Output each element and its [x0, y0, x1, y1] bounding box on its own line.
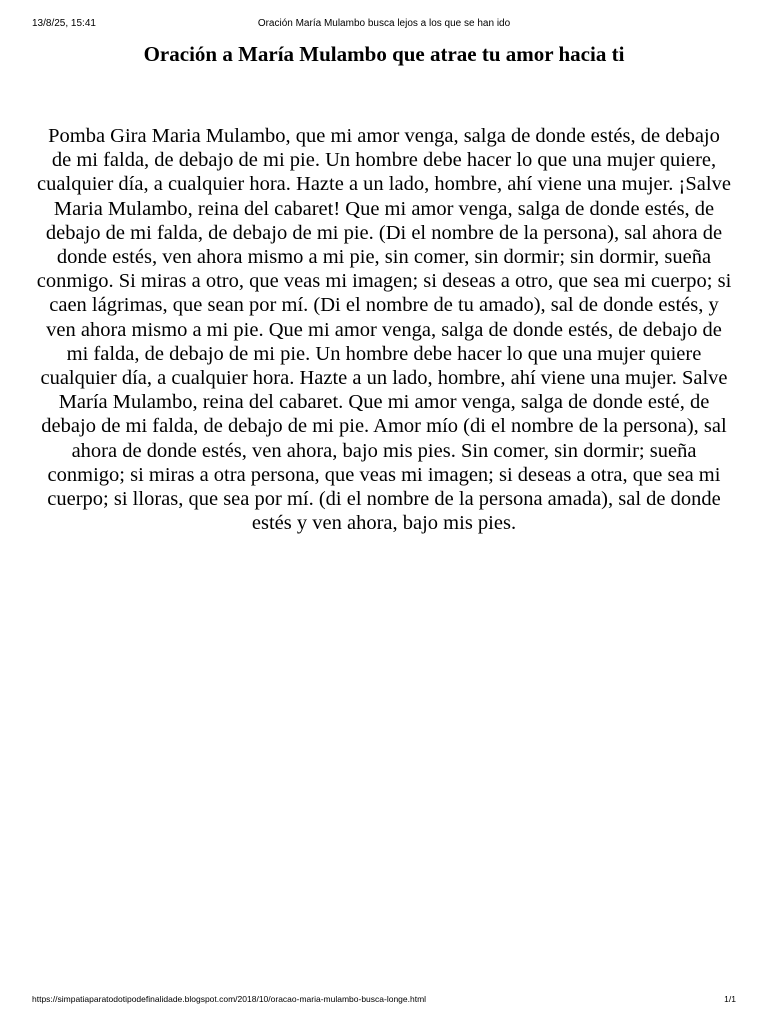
- source-url: https://simpatiaparatodotipodefinalidade.blogspot.com/2018/10/oracao-maria-mulambo-busca-longe.html: [32, 994, 427, 1004]
- print-footer: [0, 994, 768, 1014]
- print-header: [0, 0, 768, 30]
- page-number: 1/1: [724, 994, 736, 1004]
- print-page-title: Oración María Mulambo busca lejos a los que se han ido: [257, 18, 511, 29]
- prayer-text: Pomba Gira Maria Mulambo, que mi amor venga, salga de donde estés, de debajo de mi falda, de debajo de mi pie. Un hombre debe hacer lo que una mujer quiere, cualquier día, a cualquier hora. Hazte a un lado, hombre, ahí viene una mujer. ¡Salve Maria Mulambo, reina del cabaret! Que mi amor venga, salga de donde estés, de debajo de mi falda, de debajo de mi pie. (Di el nombre de la persona), sal ahora de donde estés, ven ahora mismo a mi pie, sin comer, sin dormir; sin dormir, sueña conmigo. Si miras a otro, que veas mi imagen; si deseas a otro, que sea mi cuerpo; si caen lágrimas, que sean por mí. (Di el nombre de tu amado), sal de donde estés, y ven ahora mismo a mi pie. Que mi amor venga, salga de donde estés, de debajo de mi falda, de debajo de mi pie. Un hombre debe hacer lo que una mujer quiere cualquier día, a cualquier hora. Hazte a un lado, hombre, ahí viene una mujer. Salve María Mulambo, reina del cabaret. Que mi amor venga, salga de donde esté, de debajo de mi falda, de debajo de mi pie. Amor mío (di el nombre de la persona), sal ahora de donde estés, ven ahora, bajo mis pies. Sin comer, sin dormir; sueña conmigo; si miras a otra persona, que veas mi imagen; si deseas a otra, que sea mi cuerpo; si lloras, que sea por mí. (di el nombre de la persona amada), sal de donde estés y ven ahora, bajo mis pies.: [36, 125, 732, 535]
- document-title: Oración a María Mulambo que atrae tu amor hacia ti: [143, 42, 625, 66]
- print-date: 13/8/25, 15:41: [32, 18, 96, 29]
